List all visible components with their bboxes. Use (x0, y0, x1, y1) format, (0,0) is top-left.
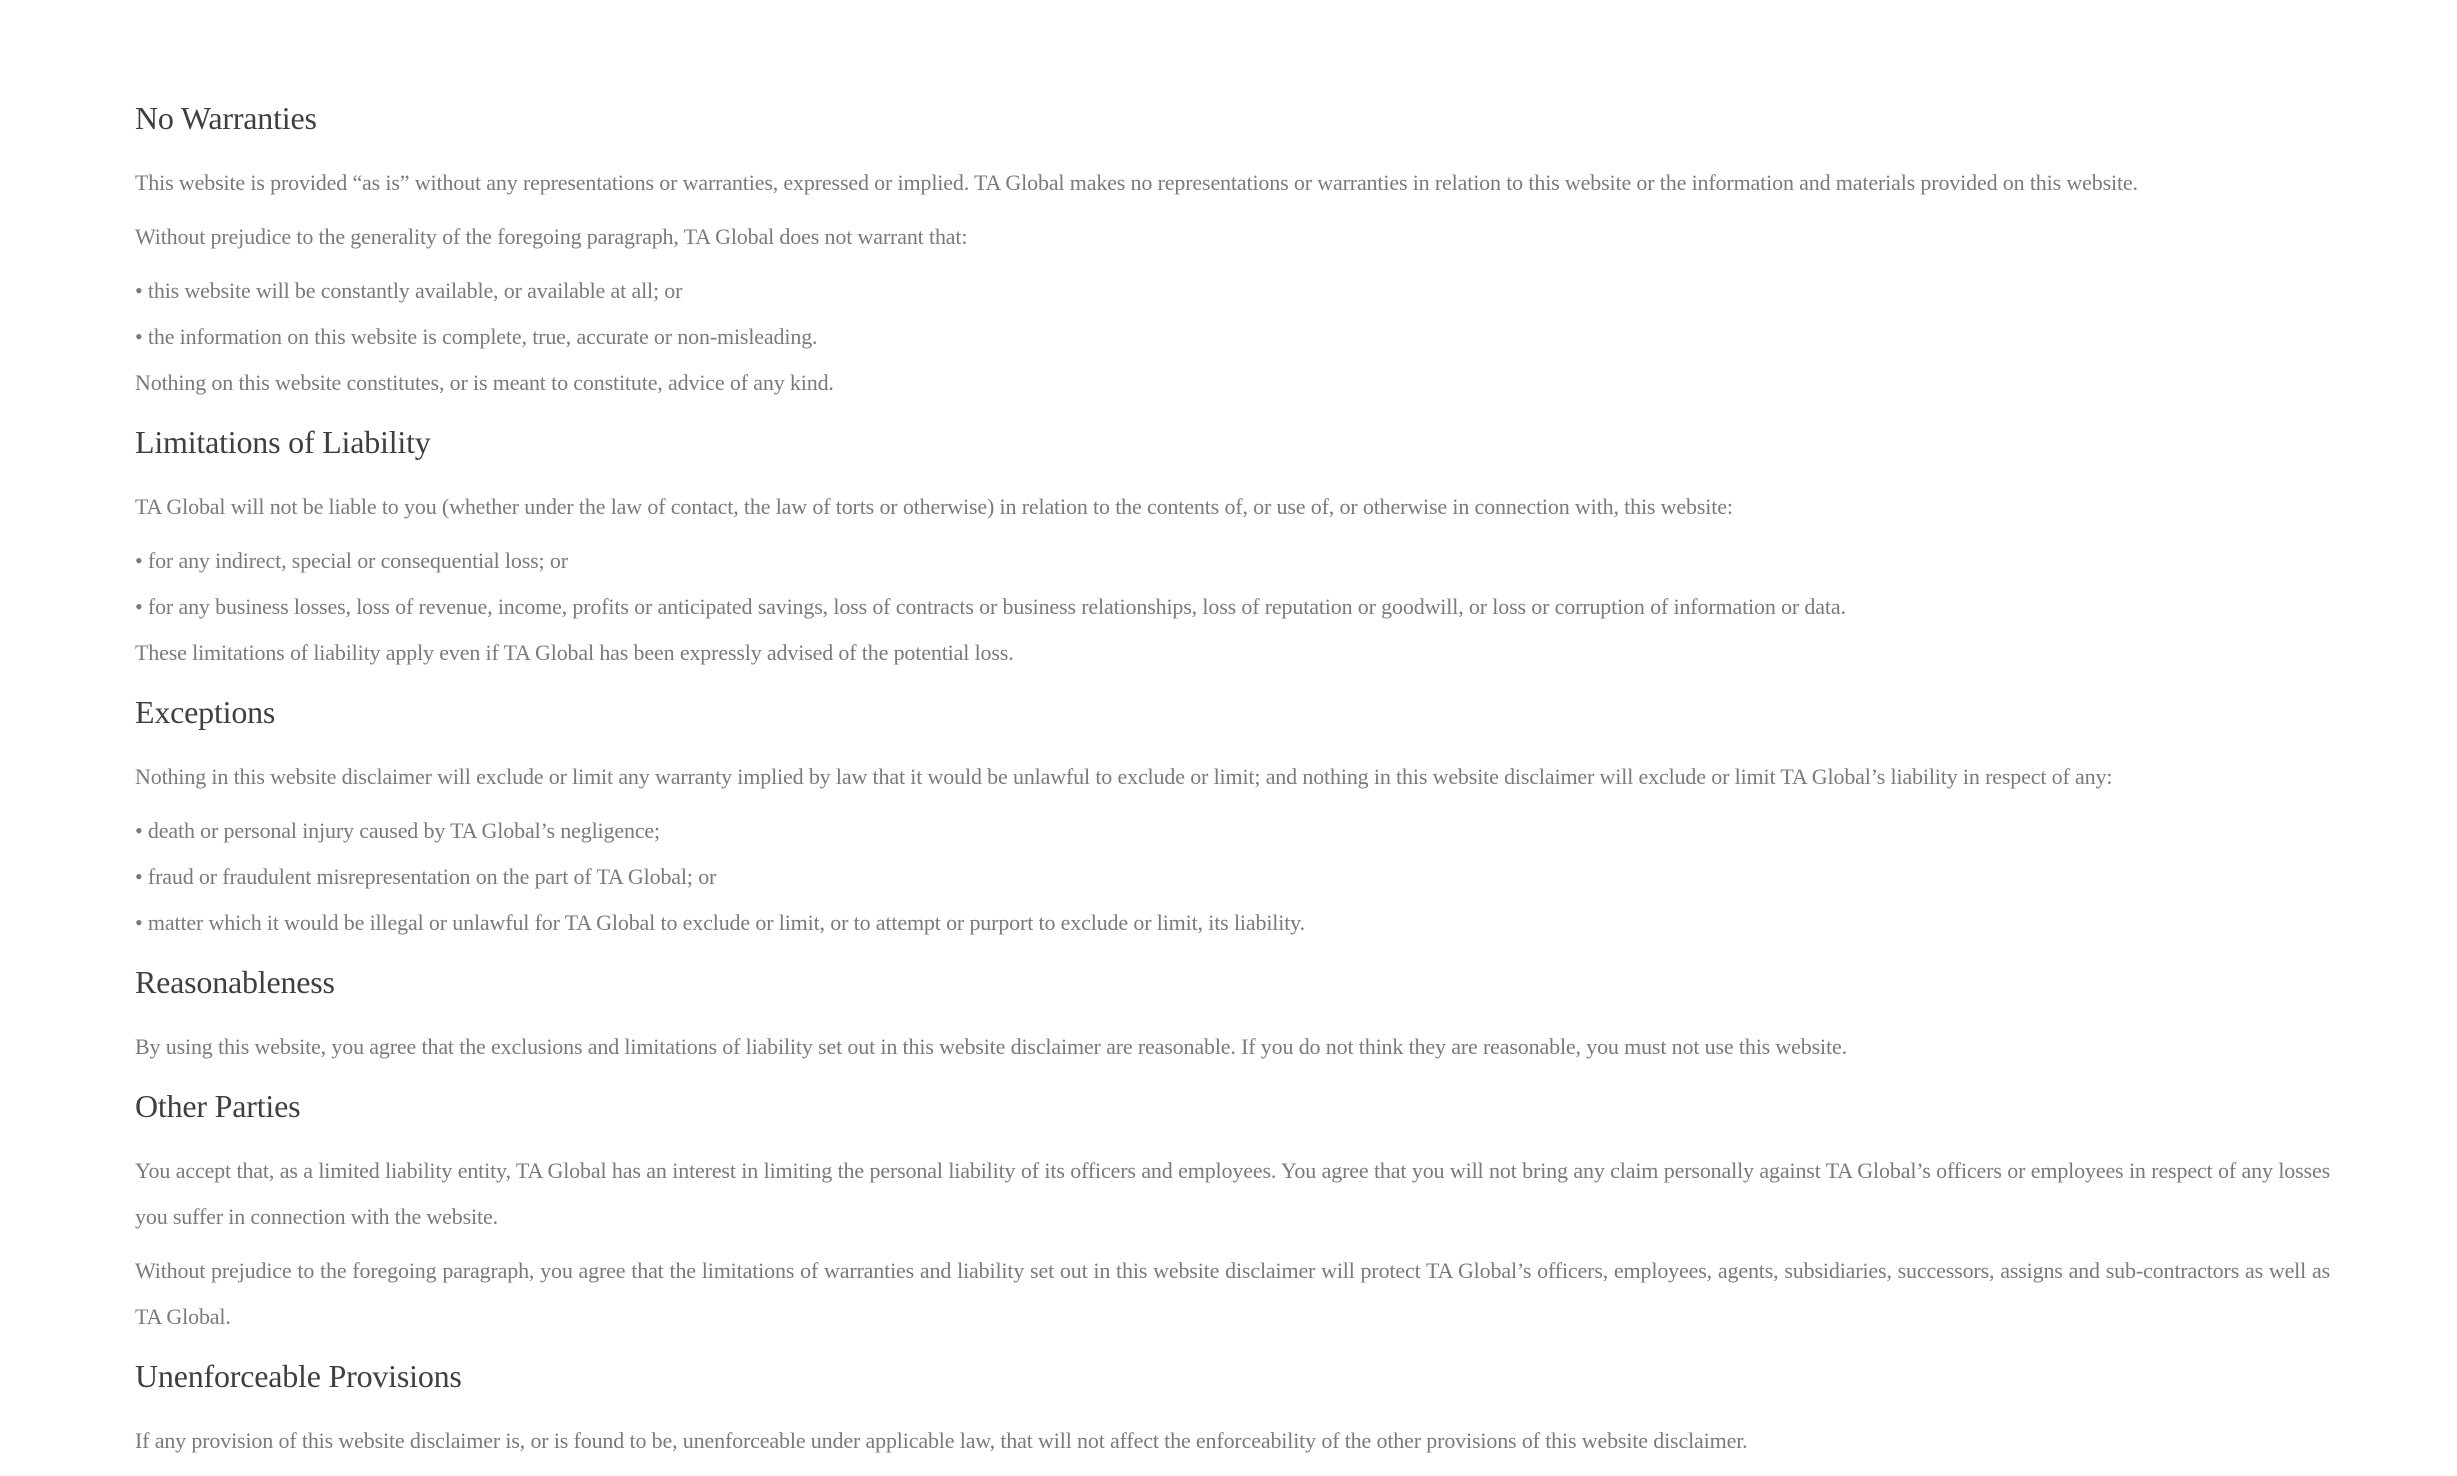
section-heading: Exceptions (135, 694, 276, 730)
section-reasonableness (135, 954, 2330, 1070)
section-exceptions (135, 684, 2330, 946)
section-heading: Unenforceable Provisions (135, 1358, 462, 1394)
paragraph: Nothing on this website constitutes, or is meant to constitute, advice of any kind. (135, 370, 834, 395)
paragraph: If any provision of this website disclaimer is, or is found to be, unenforceable under applicable law, that will not affect the enforceability of the other provisions of this website disclaimer. (135, 1428, 1748, 1453)
bullet-item: • for any indirect, special or consequential loss; or (135, 548, 568, 573)
bullet-item: • this website will be constantly available, or available at all; or (135, 278, 683, 303)
section-heading: Reasonableness (135, 964, 335, 1000)
section-unenforceable-provisions (135, 1348, 2330, 1464)
bullet-item: • death or personal injury caused by TA Global’s negligence; (135, 818, 661, 843)
paragraph: Without prejudice to the generality of the foregoing paragraph, TA Global does not warrant that: (135, 224, 968, 249)
bullet-item: • for any business losses, loss of revenue, income, profits or anticipated savings, loss of contracts or business relationships, loss of reputation or goodwill, or loss or corruption of information or data. (135, 594, 1846, 619)
bullet-item: • fraud or fraudulent misrepresentation on the part of TA Global; or (135, 864, 717, 889)
paragraph: TA Global will not be liable to you (whether under the law of contact, the law of torts or otherwise) in relation to the contents of, or use of, or otherwise in connection with, this website: (135, 494, 1733, 519)
section-no-warranties (135, 90, 2330, 406)
section-heading: Other Parties (135, 1088, 301, 1124)
paragraph: By using this website, you agree that the exclusions and limitations of liability set out in this website disclaimer are reasonable. If you do not think they are reasonable, you must not use this website. (135, 1034, 1847, 1059)
section-heading: Limitations of Liability (135, 424, 431, 460)
section-limitations-of-liability (135, 414, 2330, 676)
paragraph: This website is provided “as is” without any representations or warranties, expressed or implied. TA Global makes no representations or warranties in relation to this website or the information and materials provided on this website. (135, 170, 2138, 195)
bullet-item: • the information on this website is complete, true, accurate or non-misleading. (135, 324, 818, 349)
paragraph: You accept that, as a limited liability entity, TA Global has an interest in limiting the personal liability of its officers and employees. You agree that you will not bring any claim personally against TA Global’s officers or employees in respect of any losses you suffer in connection with the website. (135, 1158, 2330, 1229)
section-other-parties (135, 1078, 2330, 1340)
disclaimer-content (135, 90, 2330, 1472)
section-heading: No Warranties (135, 100, 317, 136)
paragraph: Without prejudice to the foregoing paragraph, you agree that the limitations of warranties and liability set out in this website disclaimer will protect TA Global’s officers, employees, agents, subsidiaries, successors, assigns and sub-contractors as well as TA Global. (135, 1258, 2330, 1329)
paragraph: These limitations of liability apply even if TA Global has been expressly advised of the potential loss. (135, 640, 1014, 665)
paragraph: Nothing in this website disclaimer will exclude or limit any warranty implied by law that it would be unlawful to exclude or limit; and nothing in this website disclaimer will exclude or limit TA Global’s liability in respect of any: (135, 764, 2113, 789)
bullet-item: • matter which it would be illegal or unlawful for TA Global to exclude or limit, or to attempt or purport to exclude or limit, its liability. (135, 910, 1305, 935)
